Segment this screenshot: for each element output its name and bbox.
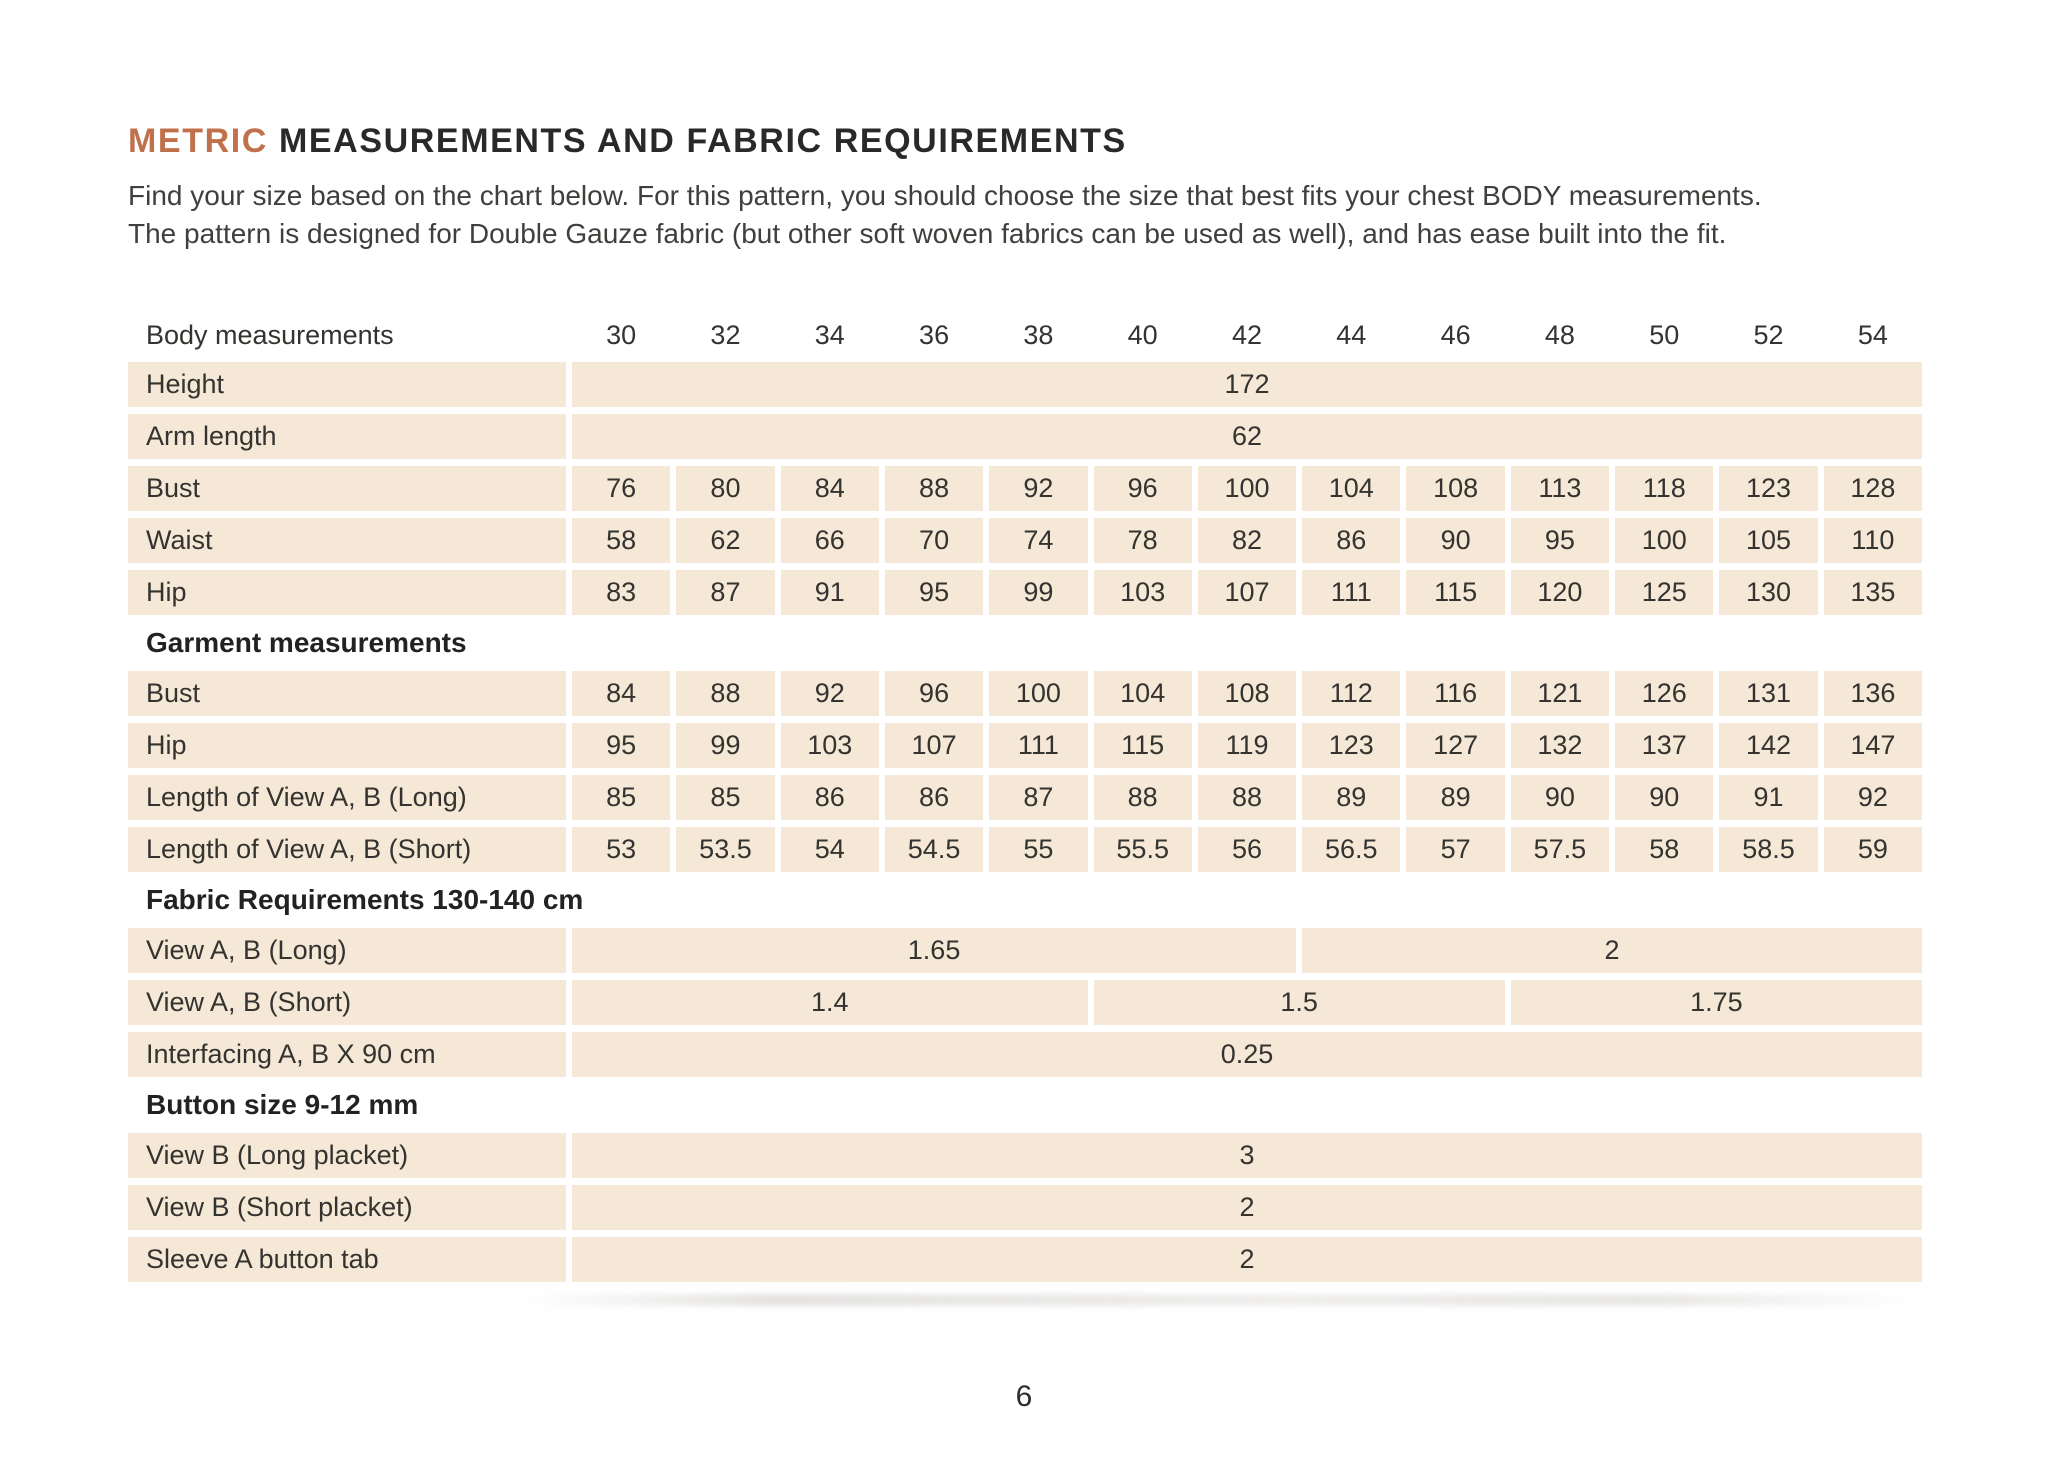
scan-artifact: [520, 1294, 1920, 1306]
value-cell: 135: [1824, 570, 1922, 615]
row-label: Length of View A, B (Short): [128, 827, 566, 872]
intro-line-1: Find your size based on the chart below. For this pattern, you should choose the size that best fits your chest BODY measurements.: [128, 180, 1762, 211]
value-cell: 111: [989, 723, 1087, 768]
value-cell: 123: [1302, 723, 1400, 768]
size-col-header: 50: [1649, 319, 1680, 350]
value-cell: 118: [1615, 466, 1713, 511]
size-col-header: 44: [1336, 319, 1367, 350]
value-cell: 123: [1719, 466, 1817, 511]
value-cell: 2: [1302, 928, 1922, 973]
size-col-header: 30: [606, 319, 637, 350]
value-cell: 80: [676, 466, 774, 511]
value-cell: 100: [1198, 466, 1296, 511]
value-cell: 56: [1198, 827, 1296, 872]
value-cell: 95: [572, 723, 670, 768]
value-cell: 1.4: [572, 980, 1088, 1025]
value-cell: 127: [1406, 723, 1504, 768]
intro-line-2: The pattern is designed for Double Gauze fabric (but other soft woven fabrics can be used as well), and has ease built into the fit.: [128, 218, 1727, 249]
row-label: View A, B (Short): [128, 980, 566, 1025]
value-cell: 54: [781, 827, 879, 872]
value-cell: 55: [989, 827, 1087, 872]
value-cell: 103: [1094, 570, 1192, 615]
size-col-header: 36: [919, 319, 950, 350]
value-cell: 87: [989, 775, 1087, 820]
value-cell: 95: [1511, 518, 1609, 563]
value-cell: 84: [781, 466, 879, 511]
value-cell: 58: [572, 518, 670, 563]
value-cell: 86: [885, 775, 983, 820]
page-number: 6: [1015, 1380, 1033, 1413]
value-cell: 53: [572, 827, 670, 872]
value-cell: 137: [1615, 723, 1713, 768]
value-cell: 91: [1719, 775, 1817, 820]
value-cell: 92: [781, 671, 879, 716]
value-cell: 99: [676, 723, 774, 768]
value-cell: 53.5: [676, 827, 774, 872]
value-cell: 108: [1406, 466, 1504, 511]
value-cell: 55.5: [1094, 827, 1192, 872]
value-cell: 59: [1824, 827, 1922, 872]
value-cell: 62: [572, 414, 1922, 459]
value-cell: 3: [572, 1133, 1922, 1178]
value-cell: 90: [1511, 775, 1609, 820]
value-cell: 132: [1511, 723, 1609, 768]
value-cell: 76: [572, 466, 670, 511]
size-col-header: 40: [1127, 319, 1158, 350]
section-heading: Fabric Requirements 130-140 cm: [146, 884, 584, 915]
value-cell: 105: [1719, 518, 1817, 563]
value-cell: 116: [1406, 671, 1504, 716]
value-cell: 58.5: [1719, 827, 1817, 872]
value-cell: 172: [572, 362, 1922, 407]
value-cell: 92: [1824, 775, 1922, 820]
measurement-table: [128, 315, 1922, 1282]
value-cell: 128: [1824, 466, 1922, 511]
size-col-header: 52: [1753, 319, 1784, 350]
row-label: Hip: [128, 570, 566, 615]
value-cell: 54.5: [885, 827, 983, 872]
value-cell: 104: [1302, 466, 1400, 511]
row-label: Interfacing A, B X 90 cm: [128, 1032, 566, 1077]
value-cell: 142: [1719, 723, 1817, 768]
section-heading: Garment measurements: [146, 627, 467, 658]
value-cell: 96: [885, 671, 983, 716]
value-cell: 111: [1302, 570, 1400, 615]
value-cell: 70: [885, 518, 983, 563]
value-cell: 82: [1198, 518, 1296, 563]
value-cell: 89: [1406, 775, 1504, 820]
value-cell: 136: [1824, 671, 1922, 716]
title-rest: MEASUREMENTS AND FABRIC REQUIREMENTS: [267, 122, 1127, 160]
value-cell: 107: [885, 723, 983, 768]
row-label: Arm length: [128, 414, 566, 459]
value-cell: 88: [1094, 775, 1192, 820]
value-cell: 66: [781, 518, 879, 563]
section-heading: Button size 9-12 mm: [146, 1089, 419, 1120]
size-col-header: 32: [710, 319, 741, 350]
size-col-header: 42: [1231, 319, 1263, 350]
value-cell: 108: [1198, 671, 1296, 716]
value-cell: 96: [1094, 466, 1192, 511]
value-cell: 95: [885, 570, 983, 615]
page-title: [128, 122, 1922, 161]
row-label: Waist: [128, 518, 566, 563]
row-label: Length of View A, B (Long): [128, 775, 566, 820]
value-cell: 1.5: [1094, 980, 1505, 1025]
value-cell: 107: [1198, 570, 1296, 615]
size-col-header: 34: [814, 319, 845, 350]
size-col-header: 48: [1544, 319, 1575, 350]
value-cell: 0.25: [572, 1032, 1922, 1077]
size-col-header: 54: [1857, 319, 1888, 350]
row-label: View B (Short placket): [128, 1185, 566, 1230]
value-cell: 92: [989, 466, 1087, 511]
value-cell: 88: [676, 671, 774, 716]
value-cell: 89: [1302, 775, 1400, 820]
value-cell: 58: [1615, 827, 1713, 872]
row-label: Height: [128, 362, 566, 407]
size-col-header: 38: [1023, 319, 1054, 350]
value-cell: 115: [1406, 570, 1504, 615]
row-label: Bust: [128, 671, 566, 716]
value-cell: 88: [1198, 775, 1296, 820]
value-cell: 85: [572, 775, 670, 820]
value-cell: 110: [1824, 518, 1922, 563]
value-cell: 86: [781, 775, 879, 820]
value-cell: 125: [1615, 570, 1713, 615]
value-cell: 1.65: [572, 928, 1296, 973]
value-cell: 90: [1406, 518, 1504, 563]
value-cell: 86: [1302, 518, 1400, 563]
page-content: [128, 122, 1922, 1282]
value-cell: 100: [1615, 518, 1713, 563]
value-cell: 57.5: [1511, 827, 1609, 872]
row-label: View A, B (Long): [128, 928, 566, 973]
value-cell: 113: [1511, 466, 1609, 511]
value-cell: 100: [989, 671, 1087, 716]
value-cell: 104: [1094, 671, 1192, 716]
value-cell: 130: [1719, 570, 1817, 615]
value-cell: 85: [676, 775, 774, 820]
value-cell: 126: [1615, 671, 1713, 716]
value-cell: 119: [1198, 723, 1296, 768]
row-label: View B (Long placket): [128, 1133, 566, 1178]
row-label: Sleeve A button tab: [128, 1237, 566, 1282]
size-col-header: 46: [1440, 319, 1471, 350]
value-cell: 112: [1302, 671, 1400, 716]
value-cell: 90: [1615, 775, 1713, 820]
intro-text: [128, 177, 1922, 253]
value-cell: 115: [1094, 723, 1192, 768]
value-cell: 131: [1719, 671, 1817, 716]
value-cell: 91: [781, 570, 879, 615]
title-accent: METRIC: [128, 122, 268, 160]
value-cell: 120: [1511, 570, 1609, 615]
value-cell: 147: [1824, 723, 1922, 768]
value-cell: 2: [572, 1237, 1922, 1282]
row-label: Hip: [128, 723, 566, 768]
table-header-label: Body measurements: [146, 319, 394, 350]
value-cell: 103: [781, 723, 879, 768]
value-cell: 56.5: [1302, 827, 1400, 872]
value-cell: 88: [885, 466, 983, 511]
value-cell: 57: [1406, 827, 1504, 872]
value-cell: 83: [572, 570, 670, 615]
value-cell: 121: [1511, 671, 1609, 716]
value-cell: 2: [572, 1185, 1922, 1230]
value-cell: 84: [572, 671, 670, 716]
value-cell: 74: [989, 518, 1087, 563]
value-cell: 1.75: [1511, 980, 1922, 1025]
value-cell: 62: [676, 518, 774, 563]
value-cell: 78: [1094, 518, 1192, 563]
row-label: Bust: [128, 466, 566, 511]
value-cell: 99: [989, 570, 1087, 615]
value-cell: 87: [676, 570, 774, 615]
